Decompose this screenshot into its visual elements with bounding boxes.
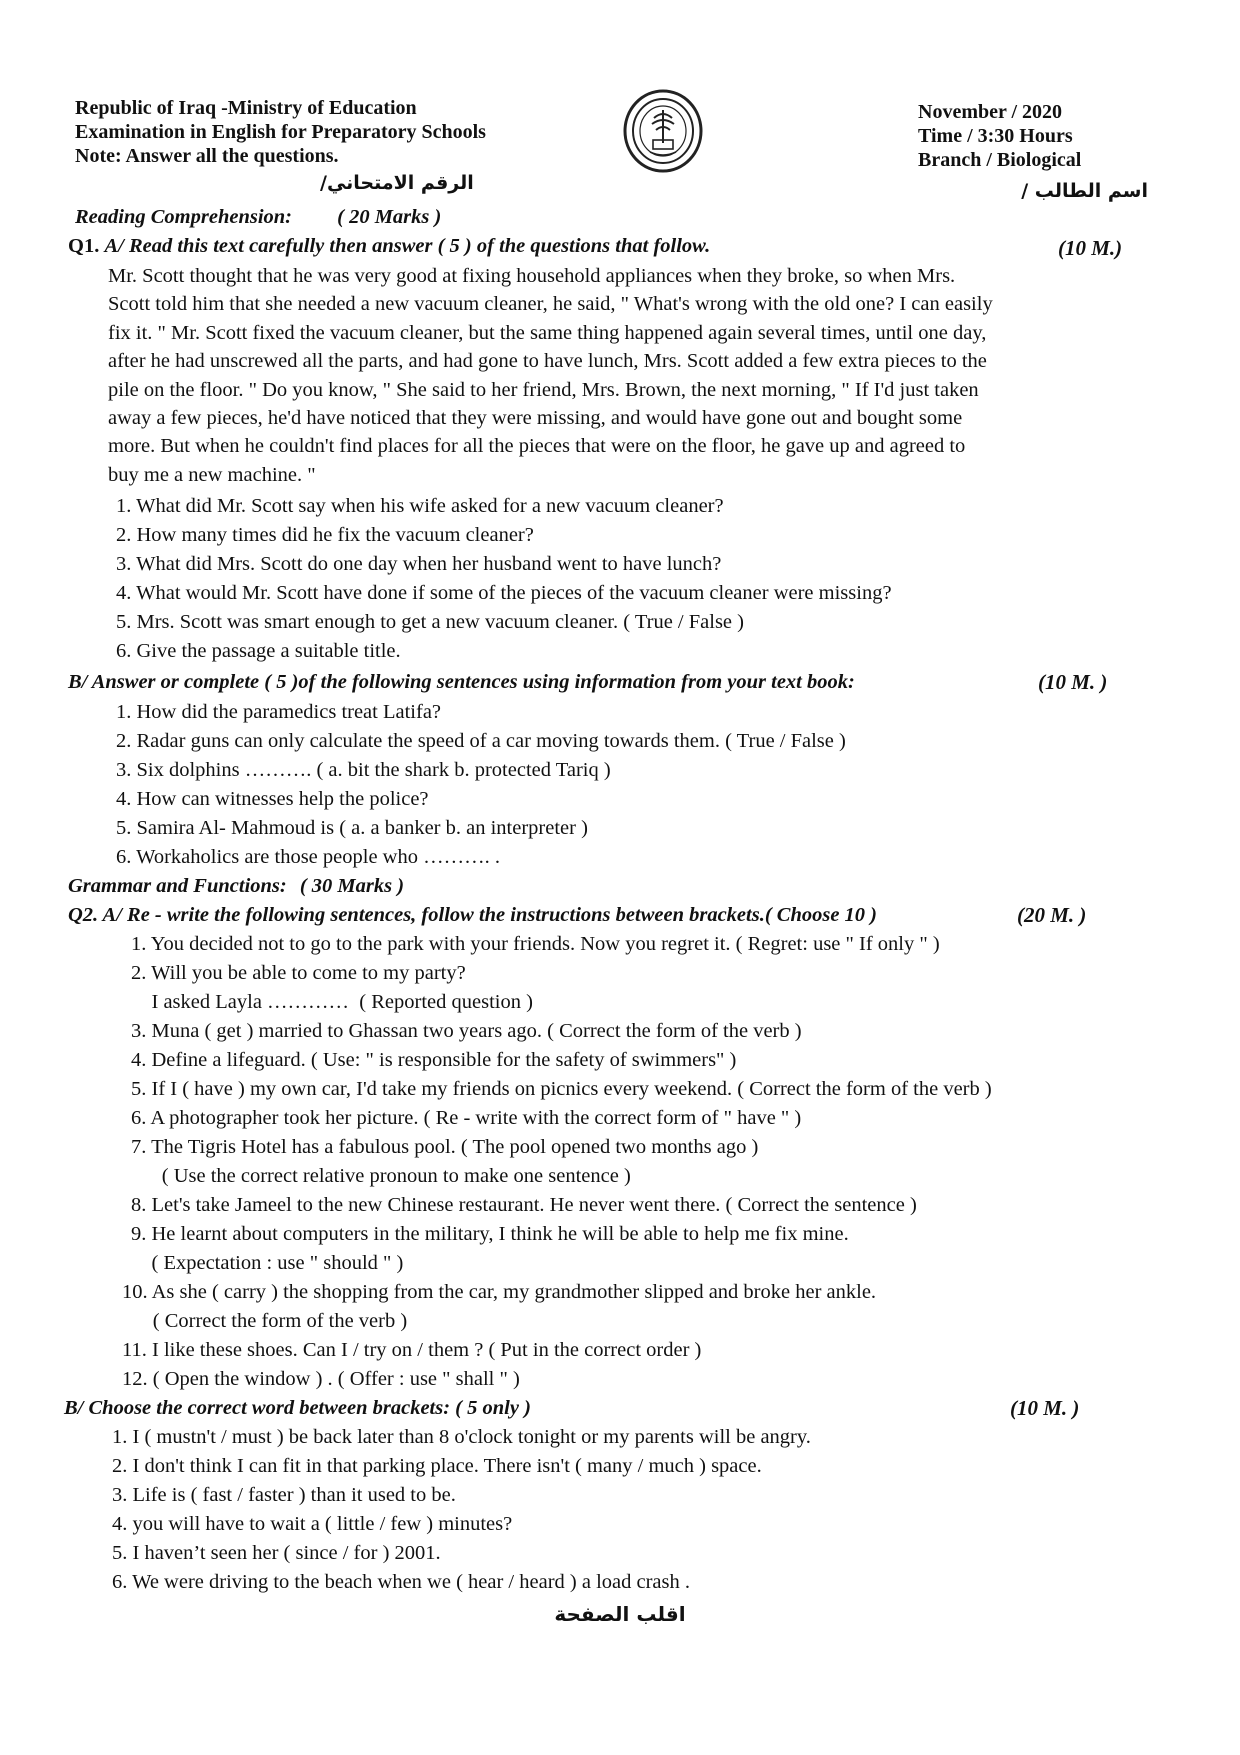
- q1-number: Q1.: [68, 235, 100, 257]
- header-exam-title: Examination in English for Preparatory Schools: [75, 121, 486, 143]
- q2a-line-1: 1. You decided not to go to the park with your friends. Now you regret it. ( Regret: use " If only " ): [131, 933, 940, 955]
- q1a-heading: [68, 234, 710, 258]
- q1a-question-4: 4. What would Mr. Scott have done if some of the pieces of the vacuum cleaner were missing?: [116, 582, 892, 604]
- q1a-question-3: 3. What did Mrs. Scott do one day when her husband went to have lunch?: [116, 553, 722, 575]
- q2b-line-2: 2. I don't think I can fit in that parking place. There isn't ( many / much ) space.: [112, 1455, 762, 1477]
- q2b-line-4: 4. you will have to wait a ( little / few ) minutes?: [112, 1513, 513, 1535]
- passage-line: Scott told him that she needed a new vacuum cleaner, he said, " What's wrong with the old one? I can easily: [108, 293, 993, 316]
- q2a-line-10: 8. Let's take Jameel to the new Chinese restaurant. He never went there. ( Correct the sentence ): [131, 1194, 917, 1216]
- q2a-line-6: 5. If I ( have ) my own car, I'd take my friends on picnics every weekend. ( Correct the form of the verb ): [131, 1078, 992, 1100]
- header-time: Time / 3:30 Hours: [918, 125, 1073, 147]
- q1a-instruction: A/ Read this text carefully then answer ( 5 ) of the questions that follow.: [104, 235, 711, 257]
- grammar-section-title: Grammar and Functions: ( 30 Marks ): [68, 875, 405, 897]
- passage-line: more. But when he couldn't find places for all the pieces that were on the floor, he gave up and agreed to: [108, 435, 966, 458]
- reading-section-marks: ( 20 Marks ): [337, 206, 442, 228]
- q2a-line-8: 7. The Tigris Hotel has a fabulous pool. ( The pool opened two months ago ): [131, 1136, 759, 1158]
- q1b-marks: (10 M. ): [1038, 670, 1108, 694]
- q2b-line-6: 6. We were driving to the beach when we ( hear / heard ) a load crash .: [112, 1571, 690, 1593]
- header-note: Note: Answer all the questions.: [75, 145, 339, 167]
- q2a-line-3: I asked Layla ………… ( Reported question ): [131, 991, 533, 1013]
- passage-line: away a few pieces, he'd have noticed that they were missing, and would have gone out and bought some: [108, 407, 963, 430]
- passage-line: Mr. Scott thought that he was very good at fixing household appliances when they broke, so when Mrs.: [108, 265, 956, 287]
- header-branch: Branch / Biological: [918, 149, 1082, 171]
- header-date: November / 2020: [918, 101, 1063, 123]
- q2b-line-5: 5. I haven’t seen her ( since / for ) 2001.: [112, 1542, 441, 1564]
- q2a-line-5: 4. Define a lifeguard. ( Use: " is responsible for the safety of swimmers" ): [131, 1049, 737, 1071]
- q1a-question-1: 1. What did Mr. Scott say when his wife asked for a new vacuum cleaner?: [116, 495, 724, 517]
- q2a-instruction: Q2. A/ Re - write the following sentences, follow the instructions between brackets.( Choose 10 ): [68, 904, 878, 926]
- q2a-line-14: ( Correct the form of the verb ): [122, 1310, 408, 1332]
- q2a-line-4: 3. Muna ( get ) married to Ghassan two years ago. ( Correct the form of the verb ): [131, 1020, 802, 1042]
- turn-page-footer: اقلب الصفحة: [554, 1602, 686, 1626]
- q2a-line-2: 2. Will you be able to come to my party?: [131, 962, 466, 984]
- header-ministry: Republic of Iraq -Ministry of Education: [75, 97, 417, 119]
- q2a-line-15: 11. I like these shoes. Can I / try on / them ? ( Put in the correct order ): [122, 1339, 702, 1361]
- q2b-line-1: 1. I ( mustn't / must ) be back later than 8 o'clock tonight or my parents will be angry.: [112, 1426, 811, 1448]
- passage-line: fix it. " Mr. Scott fixed the vacuum cleaner, but the same thing happened again several times, until one day,: [108, 321, 987, 344]
- q2a-line-12: ( Expectation : use " should " ): [131, 1252, 404, 1274]
- reading-section-title: Reading Comprehension: ( 20 Marks ): [75, 206, 442, 228]
- grammar-section-marks: ( 30 Marks ): [299, 875, 405, 897]
- q1b-question-2: 2. Radar guns can only calculate the speed of a car moving towards them. ( True / False ): [116, 730, 846, 752]
- q2b-line-3: 3. Life is ( fast / faster ) than it used to be.: [112, 1484, 456, 1506]
- q1b-question-4: 4. How can witnesses help the police?: [116, 788, 429, 810]
- reading-passage: [108, 262, 1134, 489]
- q1b-instruction: B/ Answer or complete ( 5 )of the following sentences using information from your text book:: [68, 671, 855, 693]
- q2a-line-11: 9. He learnt about computers in the military, I think he will be able to help me fix mine.: [131, 1223, 849, 1245]
- q2b-instruction: B/ Choose the correct word between brackets: ( 5 only ): [64, 1397, 531, 1419]
- q1b-question-1: 1. How did the paramedics treat Latifa?: [116, 701, 442, 723]
- ministry-seal-logo: [620, 88, 706, 174]
- passage-line: pile on the floor. " Do you know, " She said to her friend, Mrs. Brown, the next morning, " If I'd just taken: [108, 378, 979, 401]
- header-ministry-block: [75, 96, 486, 168]
- student-name-label: اسم الطالب /: [1021, 180, 1148, 202]
- header-info-block: [918, 100, 1081, 172]
- q2b-marks: (10 M. ): [1010, 1396, 1080, 1420]
- q1b-question-3: 3. Six dolphins ………. ( a. bit the shark b. protected Tariq ): [116, 759, 611, 781]
- passage-line: buy me a new machine. ": [108, 463, 316, 486]
- q1b-question-6: 6. Workaholics are those people who ………. .: [116, 846, 500, 868]
- q1b-question-5: 5. Samira Al- Mahmoud is ( a. a banker b. an interpreter ): [116, 817, 588, 839]
- q2a-line-16: 12. ( Open the window ) . ( Offer : use " shall " ): [122, 1368, 520, 1390]
- q1a-question-5: 5. Mrs. Scott was smart enough to get a new vacuum cleaner. ( True / False ): [116, 611, 744, 633]
- q1a-question-2: 2. How many times did he fix the vacuum cleaner?: [116, 524, 534, 546]
- exam-number-label: الرقم الامتحاني/: [320, 172, 474, 194]
- q2a-marks: (20 M. ): [1017, 903, 1087, 927]
- q1a-marks: (10 M.): [1058, 236, 1123, 260]
- q2a-line-13: 10. As she ( carry ) the shopping from the car, my grandmother slipped and broke her ankle.: [122, 1281, 877, 1303]
- q1a-question-6: 6. Give the passage a suitable title.: [116, 640, 401, 662]
- q2a-line-9: ( Use the correct relative pronoun to make one sentence ): [131, 1165, 631, 1187]
- q2a-line-7: 6. A photographer took her picture. ( Re - write with the correct form of " have " ): [131, 1107, 802, 1129]
- passage-line: after he had unscrewed all the parts, and had gone to have lunch, Mrs. Scott added a few extra pieces to the: [108, 350, 987, 373]
